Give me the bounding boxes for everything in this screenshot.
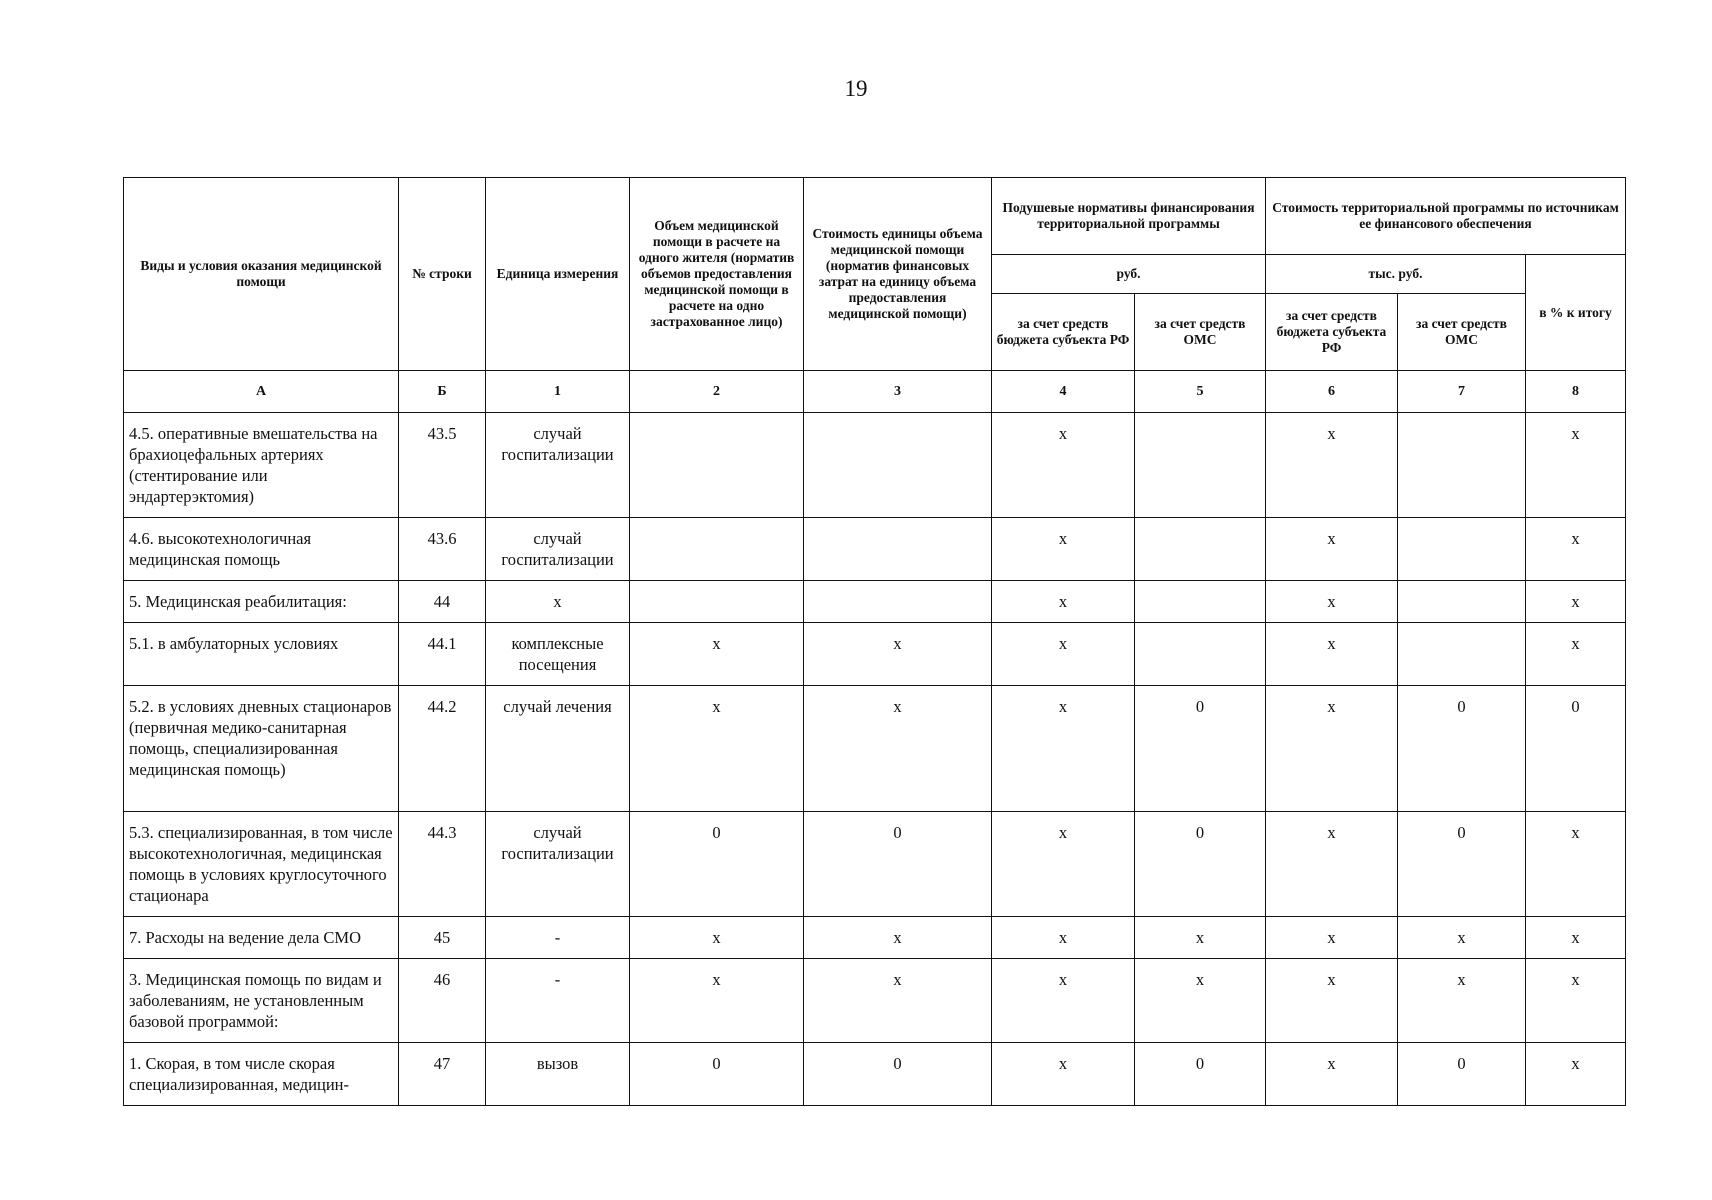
cell-name: 4.5. оперативные вмешательства на брахиоцефальных артериях (стентирование или эндартерэктомия) — [124, 413, 399, 518]
header-volume: Объем медицинской помощи в расчете на одного жителя (норматив объемов предоставления медицинской помощи в расчете на одно застрахованное лицо) — [630, 178, 804, 371]
cell-oms-rub — [1135, 623, 1266, 686]
cell-budget-rub: х — [992, 917, 1135, 959]
header-per-capita-group: Подушевые нормативы финансирования территориальной программы — [992, 178, 1266, 255]
cell-oms-thousand: 0 — [1398, 1043, 1526, 1106]
index-label: А — [124, 371, 399, 413]
cell-oms-thousand: 0 — [1398, 812, 1526, 917]
cell-name: 5.3. специализированная, в том числе высокотехнологичная, медицинская помощь в условиях круглосуточного стационара — [124, 812, 399, 917]
cell-percent: 0 — [1526, 686, 1626, 812]
cell-oms-thousand — [1398, 581, 1526, 623]
table-row — [124, 1043, 1626, 1106]
cell-volume — [630, 413, 804, 518]
header-program-cost-group: Стоимость территориальной программы по источникам ее финансового обеспечения — [1266, 178, 1626, 255]
cell-unit: - — [486, 959, 630, 1043]
index-label: 7 — [1398, 371, 1526, 413]
cell-name: 4.6. высокотехнологичная медицинская помощь — [124, 518, 399, 581]
cell-budget-thousand: х — [1266, 959, 1398, 1043]
cell-cost-unit: 0 — [804, 812, 992, 917]
index-label: 3 — [804, 371, 992, 413]
index-label: 8 — [1526, 371, 1626, 413]
column-index-row — [124, 371, 1626, 413]
cell-volume — [630, 581, 804, 623]
index-label: 4 — [992, 371, 1135, 413]
cell-name: 5. Медицинская реабилитация: — [124, 581, 399, 623]
table-row — [124, 917, 1626, 959]
cell-cost-unit: х — [804, 917, 992, 959]
cell-percent: х — [1526, 917, 1626, 959]
header-cost-unit: Стоимость единицы объема медицинской помощи (норматив финансовых затрат на единицу объема предоставления медицинской помощи) — [804, 178, 992, 371]
cell-row-no: 43.6 — [399, 518, 486, 581]
cell-budget-thousand: х — [1266, 518, 1398, 581]
index-label: 6 — [1266, 371, 1398, 413]
cell-cost-unit: х — [804, 959, 992, 1043]
cell-budget-rub: х — [992, 581, 1135, 623]
index-label: Б — [399, 371, 486, 413]
table-row — [124, 581, 1626, 623]
cell-volume — [630, 518, 804, 581]
header-name: Виды и условия оказания медицинской помощи — [124, 178, 399, 371]
cell-budget-thousand: х — [1266, 1043, 1398, 1106]
cell-oms-thousand — [1398, 518, 1526, 581]
cell-unit: - — [486, 917, 630, 959]
cell-row-no: 44.3 — [399, 812, 486, 917]
cell-oms-thousand: 0 — [1398, 686, 1526, 812]
cell-row-no: 47 — [399, 1043, 486, 1106]
cell-budget-rub: х — [992, 959, 1135, 1043]
cell-unit: вызов — [486, 1043, 630, 1106]
cell-name: 5.2. в условиях дневных стационаров (первичная медико-санитарная помощь, специализированная медицинская помощь) — [124, 686, 399, 812]
cell-oms-rub: х — [1135, 917, 1266, 959]
cell-budget-rub: х — [992, 413, 1135, 518]
cell-unit: случай госпитализации — [486, 518, 630, 581]
cell-budget-thousand: х — [1266, 686, 1398, 812]
cell-oms-thousand — [1398, 623, 1526, 686]
cell-oms-rub — [1135, 413, 1266, 518]
cell-unit: случай госпитализации — [486, 812, 630, 917]
cell-budget-rub: х — [992, 518, 1135, 581]
cell-unit: х — [486, 581, 630, 623]
cell-volume: 0 — [630, 812, 804, 917]
page-number: 19 — [844, 76, 868, 101]
cell-oms-rub: 0 — [1135, 1043, 1266, 1106]
header-percent: в % к итогу — [1526, 255, 1626, 371]
index-label: 5 — [1135, 371, 1266, 413]
cell-budget-rub: х — [992, 1043, 1135, 1106]
table-row — [124, 812, 1626, 917]
cell-oms-thousand: х — [1398, 917, 1526, 959]
cell-budget-rub: х — [992, 812, 1135, 917]
cell-budget-thousand: х — [1266, 581, 1398, 623]
cell-cost-unit — [804, 518, 992, 581]
cell-cost-unit — [804, 581, 992, 623]
cell-percent: х — [1526, 959, 1626, 1043]
table-row — [124, 518, 1626, 581]
cell-row-no: 43.5 — [399, 413, 486, 518]
header-budget-rub: за счет средств бюджета субъекта РФ — [992, 294, 1135, 371]
cell-budget-rub: х — [992, 623, 1135, 686]
cell-volume: х — [630, 686, 804, 812]
header-unit-thousand-rub: тыс. руб. — [1266, 255, 1526, 294]
cell-oms-rub: 0 — [1135, 812, 1266, 917]
cell-percent: х — [1526, 581, 1626, 623]
header-budget-thousand: за счет средств бюджета субъекта РФ — [1266, 294, 1398, 371]
cell-percent: х — [1526, 1043, 1626, 1106]
cell-cost-unit: х — [804, 686, 992, 812]
header-oms-thousand: за счет средств ОМС — [1398, 294, 1526, 371]
table-row — [124, 623, 1626, 686]
cell-cost-unit: 0 — [804, 1043, 992, 1106]
cell-row-no: 45 — [399, 917, 486, 959]
cell-unit: случай лечения — [486, 686, 630, 812]
table-row — [124, 413, 1626, 518]
cell-oms-thousand: х — [1398, 959, 1526, 1043]
table-row — [124, 686, 1626, 812]
cell-oms-thousand — [1398, 413, 1526, 518]
index-label: 1 — [486, 371, 630, 413]
cell-oms-rub — [1135, 518, 1266, 581]
cell-cost-unit: х — [804, 623, 992, 686]
header-unit-rub: руб. — [992, 255, 1266, 294]
table-body — [124, 413, 1626, 1106]
cell-budget-thousand: х — [1266, 623, 1398, 686]
cell-percent: х — [1526, 518, 1626, 581]
cell-row-no: 46 — [399, 959, 486, 1043]
index-label: 2 — [630, 371, 804, 413]
table-row — [124, 959, 1626, 1043]
cell-budget-rub: х — [992, 686, 1135, 812]
cell-oms-rub: 0 — [1135, 686, 1266, 812]
cell-volume: х — [630, 959, 804, 1043]
header-oms-rub: за счет средств ОМС — [1135, 294, 1266, 371]
cell-name: 3. Медицинская помощь по видам и заболеваниям, не установленным базовой программой: — [124, 959, 399, 1043]
cell-volume: 0 — [630, 1043, 804, 1106]
cell-name: 5.1. в амбулаторных условиях — [124, 623, 399, 686]
cell-percent: х — [1526, 413, 1626, 518]
cell-volume: х — [630, 917, 804, 959]
header-unit: Единица измерения — [486, 178, 630, 371]
cell-percent: х — [1526, 623, 1626, 686]
cell-row-no: 44 — [399, 581, 486, 623]
cell-oms-rub — [1135, 581, 1266, 623]
cell-budget-thousand: х — [1266, 413, 1398, 518]
header-row-no: № строки — [399, 178, 486, 371]
cell-cost-unit — [804, 413, 992, 518]
cell-volume: х — [630, 623, 804, 686]
cell-unit: случай госпитализации — [486, 413, 630, 518]
cell-unit: комплексные посещения — [486, 623, 630, 686]
cell-name: 7. Расходы на ведение дела СМО — [124, 917, 399, 959]
table-header — [124, 178, 1626, 413]
cell-row-no: 44.1 — [399, 623, 486, 686]
cell-budget-thousand: х — [1266, 917, 1398, 959]
cell-oms-rub: х — [1135, 959, 1266, 1043]
cell-budget-thousand: х — [1266, 812, 1398, 917]
cell-percent: х — [1526, 812, 1626, 917]
financing-table — [123, 177, 1626, 1106]
cell-row-no: 44.2 — [399, 686, 486, 812]
cell-name: 1. Скорая, в том числе скорая специализированная, медицин- — [124, 1043, 399, 1106]
